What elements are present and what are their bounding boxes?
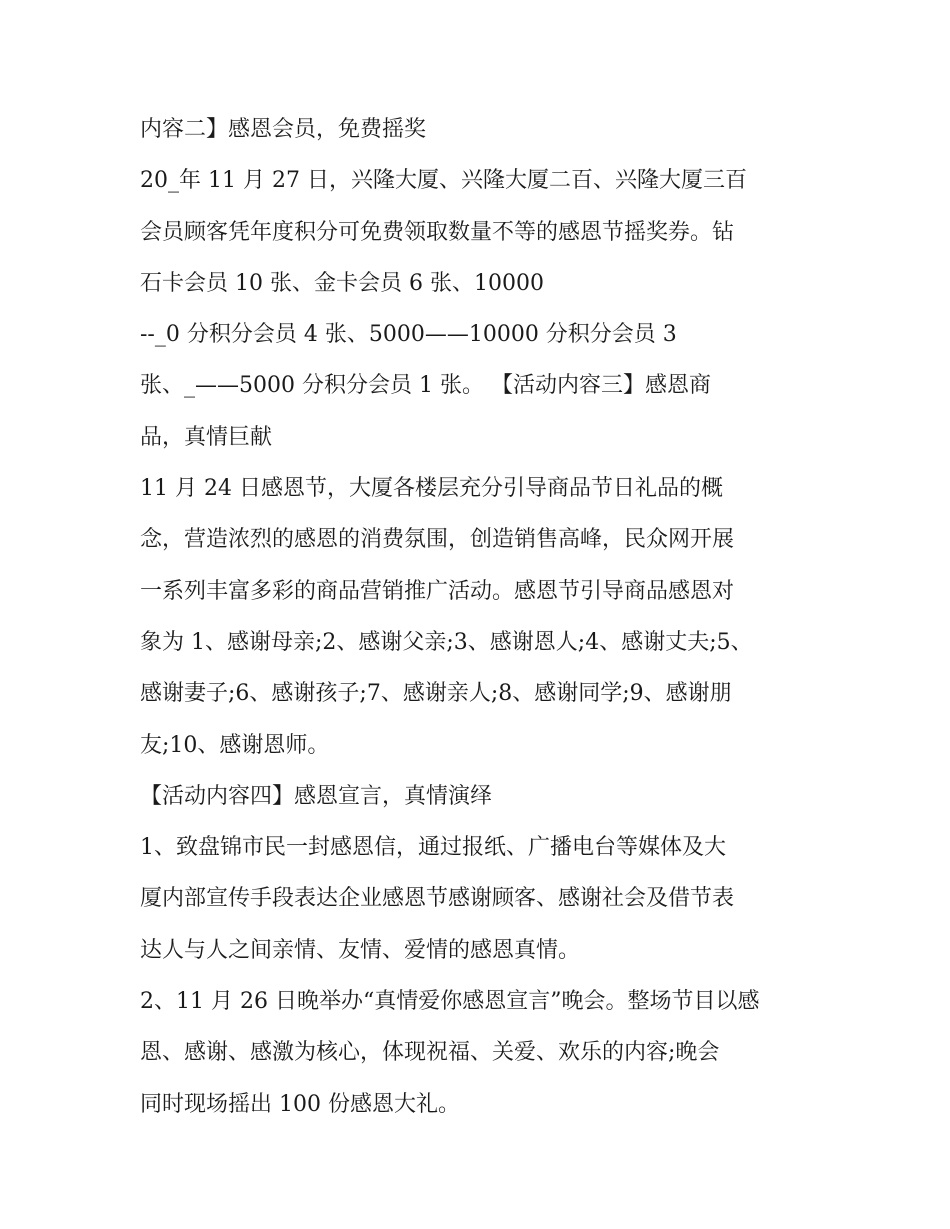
text-line: 2、11 月 26 日晚举办“真情爱你感恩宣言”晚会。整场节目以感 — [140, 989, 760, 1015]
text-line: 内容二】感恩会员，免费摇奖 — [140, 117, 427, 142]
section-heading: 【活动内容四】感恩宣言，真情演绎 — [140, 783, 493, 809]
text-line: 一系列丰富多彩的商品营销推广活动。感恩节引导商品感恩对 — [140, 578, 735, 604]
text-line: 1、致盘锦市民一封感恩信，通过报纸、广播电台等媒体及大 — [140, 835, 726, 861]
text-line: 象为 1、感谢母亲;2、感谢父亲;3、感谢恩人;4、感谢丈夫;5、 — [140, 629, 753, 655]
text-line: 恩、感谢、感激为核心，体现祝福、关爱、欢乐的内容;晚会 — [140, 1040, 720, 1066]
document-body — [140, 104, 830, 1130]
text-line: 石卡会员 10 张、金卡会员 6 张、10000 — [140, 270, 544, 296]
text-line: 达人与人之间亲情、友情、爱情的感恩真情。 — [140, 937, 581, 963]
text-line: 品，真情巨献 — [140, 424, 273, 450]
text-line: 20_年 11 月 27 日，兴隆大厦、兴隆大厦二百、兴隆大厦三百 — [140, 168, 747, 194]
text-line: 感谢妻子;6、感谢孩子;7、感谢亲人;8、感谢同学;9、感谢朋 — [140, 681, 732, 707]
text-line: 会员顾客凭年度积分可免费领取数量不等的感恩节摇奖券。钻 — [140, 219, 735, 245]
text-line: --_0 分积分会员 4 张、5000——10000 分积分会员 3 — [140, 322, 677, 348]
text-line: 同时现场摇出 100 份感恩大礼。 — [140, 1091, 460, 1117]
text-line: 张、_——5000 分积分会员 1 张。 【活动内容三】感恩商 — [140, 373, 711, 399]
text-line: 友;10、感谢恩师。 — [140, 732, 330, 758]
text-line: 厦内部宣传手段表达企业感恩节感谢顾客、感谢社会及借节表 — [140, 886, 735, 912]
text-line: 念，营造浓烈的感恩的消费氛围，创造销售高峰，民众网开展 — [140, 527, 735, 553]
text-line: 11 月 24 日感恩节，大厦各楼层充分引导商品节日礼品的概 — [140, 476, 723, 502]
